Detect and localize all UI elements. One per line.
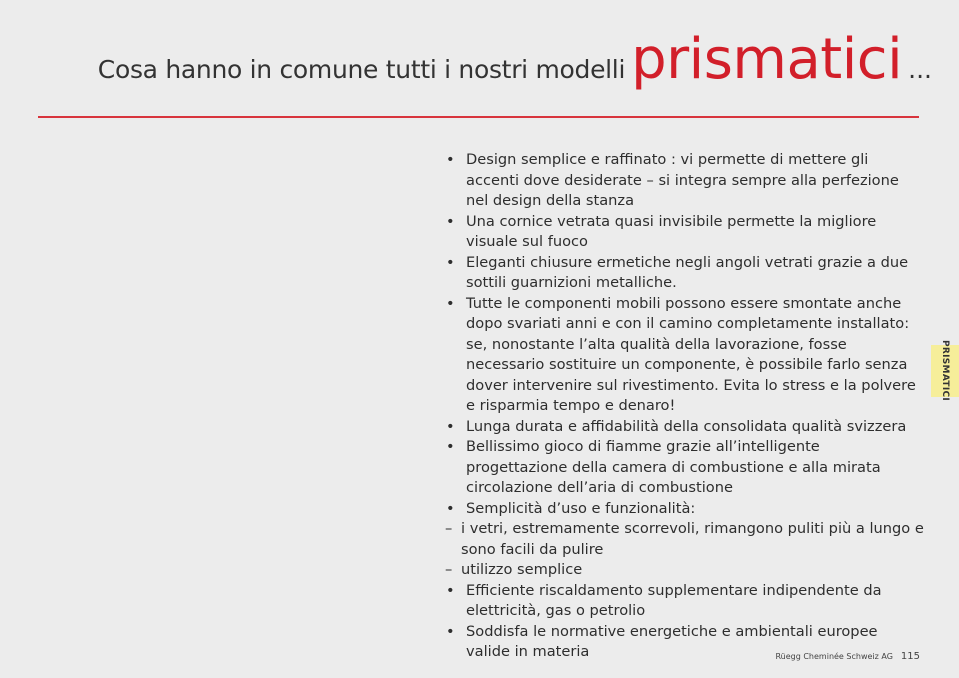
page-title: [97, 27, 932, 92]
section-tab-label: PRISMATICI: [940, 340, 950, 402]
feature-item: [445, 437, 925, 499]
footer-company: Rüegg Cheminée Schweiz AG: [775, 652, 893, 661]
feature-text: Soddisfa le normative energetiche e ambientali europee valide in materia: [466, 622, 878, 660]
feature-item: [445, 212, 925, 253]
feature-item: [445, 294, 925, 417]
feature-item: [445, 499, 925, 581]
feature-subitem: – i vetri, estremamente scorrevoli, rimangono puliti più a lungo e sono facili da pulire: [445, 519, 925, 560]
section-tab[interactable]: [931, 340, 959, 402]
feature-sublist: [445, 519, 925, 581]
feature-list-container: [445, 150, 925, 663]
feature-text: Efficiente riscaldamento supplementare indipendente da elettricità, gas o petrolio: [466, 581, 882, 619]
feature-text: Semplicità d’uso e funzionalità:: [466, 499, 696, 517]
feature-text: Tutte le componenti mobili possono essere smontate anche dopo svariati anni e con il camino completamente installato: se, nonostante l’alta qualità della lavorazione, fosse necessario sostituire un componente, è possibile farlo senza dover intervenire sul rivestimento. Evita lo stress e la polvere e risparmia tempo e denaro!: [466, 294, 916, 414]
title-lead: Cosa hanno in comune tutti i nostri modelli: [97, 55, 626, 84]
page-footer: [775, 651, 920, 662]
feature-item: [445, 150, 925, 212]
title-ellipsis: ...: [908, 55, 932, 84]
page-number: 115: [900, 651, 920, 662]
feature-item: [445, 253, 925, 294]
feature-list: [445, 150, 925, 663]
feature-item: [445, 417, 925, 438]
feature-text: Eleganti chiusure ermetiche negli angoli vetrati grazie a due sottili guarnizioni metalliche.: [466, 253, 909, 291]
feature-text: Bellissimo gioco di fiamme grazie all’intelligente progettazione della camera di combustione e alla mirata circolazione dell’aria di combustione: [466, 438, 881, 496]
feature-subitem: – utilizzo semplice: [445, 560, 925, 581]
feature-item: [445, 581, 925, 622]
feature-text: Design semplice e raffinato : vi permette di mettere gli accenti dove desiderate – si integra sempre alla perfezione nel design della stanza: [466, 151, 899, 209]
title-divider: [38, 116, 919, 118]
feature-text: Una cornice vetrata quasi invisibile permette la migliore visuale sul fuoco: [466, 212, 877, 250]
title-accent: prismatici: [631, 27, 903, 92]
feature-text: Lunga durata e affidabilità della consolidata qualità svizzera: [466, 417, 907, 435]
